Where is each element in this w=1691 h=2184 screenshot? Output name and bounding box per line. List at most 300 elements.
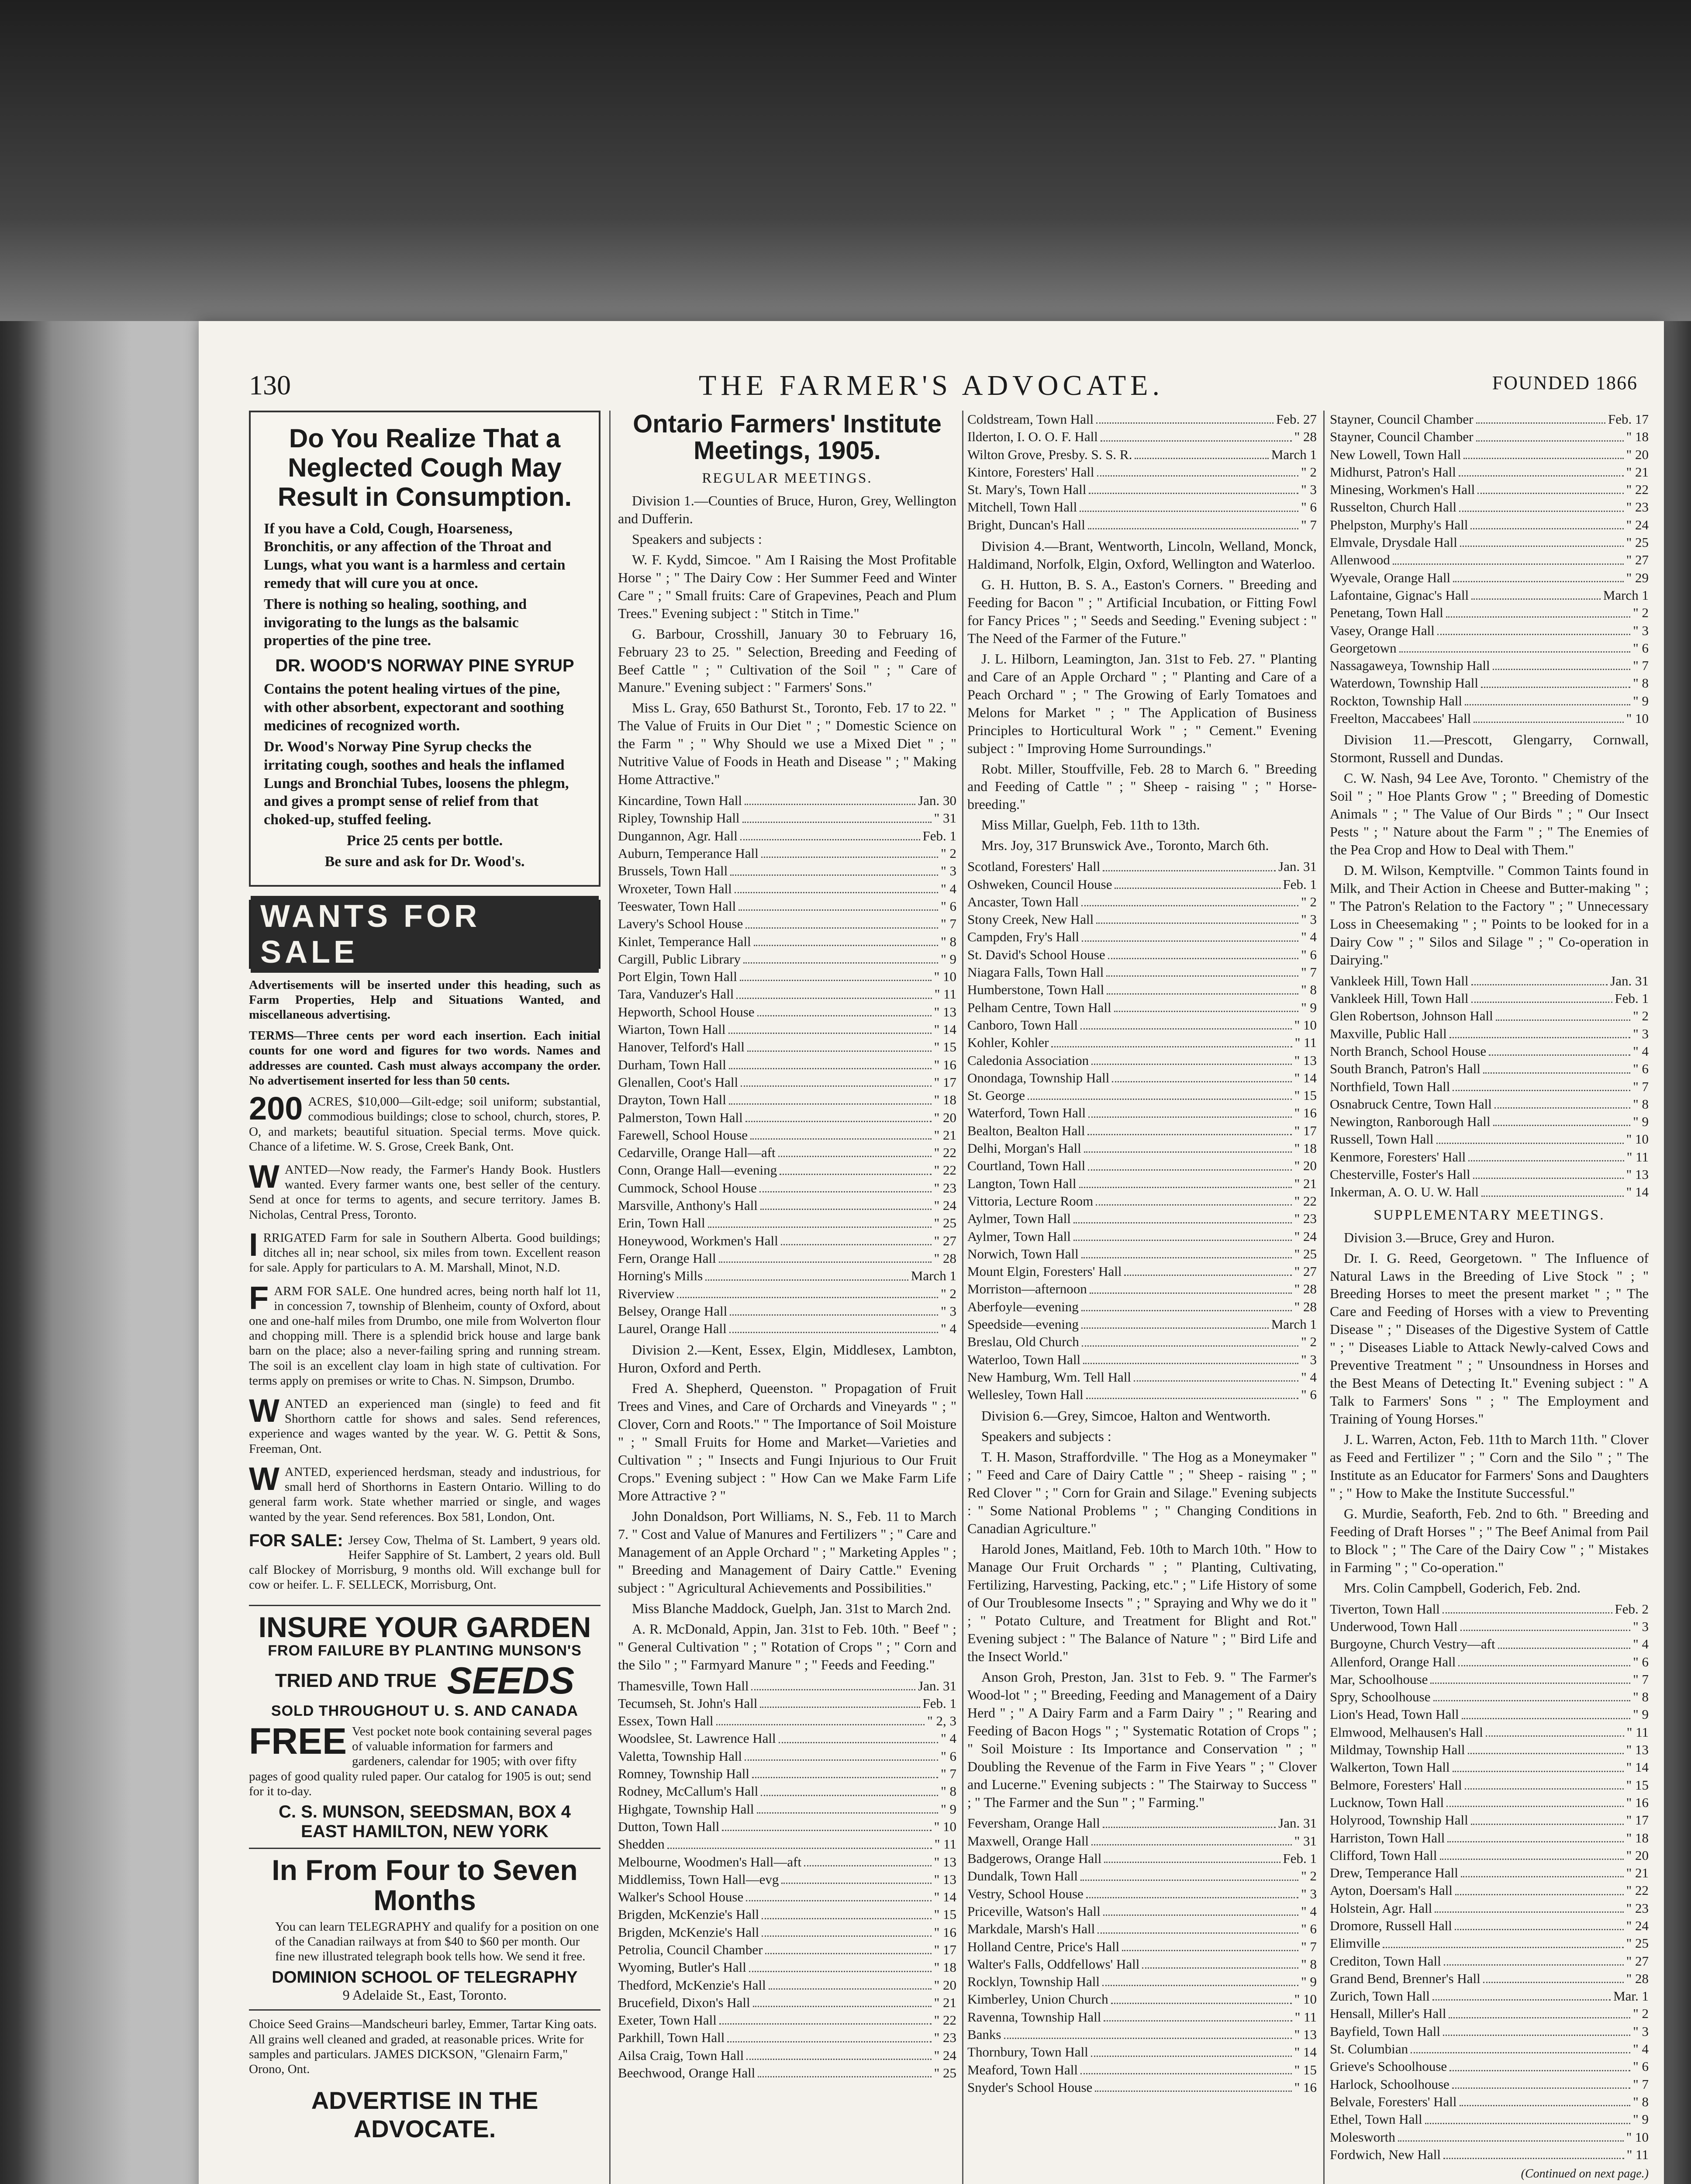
meeting-date: " 2	[1301, 1868, 1317, 1884]
leader-dots	[762, 1906, 931, 1919]
meeting-place: Elmvale, Drysdale Hall	[1330, 535, 1457, 550]
meeting-place: Conn, Orange Hall—evening	[618, 1162, 777, 1178]
leader-dots	[759, 1179, 932, 1192]
leader-dots	[746, 1888, 931, 1901]
meeting-date: " 24	[934, 2047, 956, 2063]
meeting-date: " 8	[941, 933, 956, 949]
meeting-place: Speedside—evening	[967, 1317, 1079, 1332]
meeting-date: " 15	[1294, 2062, 1317, 2077]
classified-initial: FOR SALE:	[249, 1531, 343, 1550]
meeting-place: Port Elgin, Town Hall	[618, 969, 737, 985]
meeting-date: " 10	[1626, 711, 1649, 726]
meeting-date: Feb. 2	[1615, 1601, 1649, 1617]
divider	[249, 1605, 600, 1606]
meeting-place: Allenwood	[1330, 552, 1390, 568]
meeting-date: " 25	[934, 2065, 956, 2081]
meeting-place: Marsville, Anthony's Hall	[618, 1198, 758, 1213]
meeting-date: " 10	[1626, 1131, 1649, 1147]
leader-dots	[1103, 1903, 1298, 1916]
meeting-date: " 28	[1294, 429, 1317, 445]
meeting-row	[967, 1210, 1317, 1227]
meeting-place: Ravenna, Township Hall	[967, 2009, 1101, 2025]
meeting-row	[618, 2064, 956, 2082]
meeting-place: Midhurst, Patron's Hall	[1330, 464, 1456, 480]
leader-dots	[745, 1109, 932, 1122]
division-11	[1330, 731, 1649, 968]
meeting-place: Erin, Town Hall	[618, 1215, 705, 1231]
meeting-place: Meaford, Town Hall	[967, 2062, 1078, 2077]
meeting-place: Pelham Centre, Town Hall	[967, 999, 1111, 1015]
meeting-date: " 15	[1626, 1777, 1649, 1793]
seed-ad-brand	[249, 1659, 600, 1703]
leader-dots	[1081, 1298, 1292, 1311]
leader-dots	[745, 915, 938, 928]
meeting-date: " 22	[934, 1145, 956, 1161]
meeting-row	[618, 950, 956, 968]
meeting-place: Nassagaweya, Township Hall	[1330, 658, 1490, 674]
meeting-row	[618, 915, 956, 933]
meeting-date: " 17	[934, 1942, 956, 1957]
meeting-place: Newington, Ranborough Hall	[1330, 1114, 1491, 1130]
classified-initial: W	[249, 1158, 280, 1195]
meeting-place: Vankleek Hill, Town Hall	[1330, 973, 1469, 988]
leader-dots	[745, 1748, 938, 1761]
meeting-row	[618, 1144, 956, 1161]
division-2	[618, 1341, 956, 1673]
meeting-date: " 3	[1301, 1886, 1317, 1901]
meeting-list	[618, 1677, 956, 2082]
meeting-row	[1330, 446, 1649, 463]
meeting-row	[967, 1956, 1317, 1973]
leader-dots	[1474, 710, 1623, 723]
meeting-date: " 7	[1301, 964, 1317, 980]
leader-dots	[1471, 972, 1608, 985]
leader-dots	[765, 1941, 931, 1954]
leader-dots	[1073, 1210, 1292, 1223]
meeting-row	[967, 1990, 1317, 2008]
meeting-date: " 11	[1626, 1149, 1649, 1165]
leader-dots	[1073, 1228, 1292, 1241]
leader-dots	[1399, 639, 1630, 653]
meeting-date: " 8	[1633, 675, 1649, 691]
leader-dots	[1453, 1759, 1624, 1772]
meeting-date: Feb. 1	[1283, 1851, 1317, 1866]
classified-items	[249, 1090, 600, 1599]
meeting-row	[1330, 1706, 1649, 1723]
leader-dots	[751, 1677, 915, 1690]
meeting-row	[967, 516, 1317, 534]
classified-intro: Advertisements will be inserted under this heading, such as Farm Properties, Help and Situations Wanted, and miscellaneous advertising.	[249, 978, 600, 1022]
meeting-row	[618, 1853, 956, 1871]
meeting-row	[618, 1765, 956, 1783]
meeting-place: Spry, Schoolhouse	[1330, 1689, 1431, 1705]
meeting-place: Delhi, Morgan's Hall	[967, 1140, 1081, 1156]
leader-dots	[1425, 2111, 1630, 2124]
speaker-paragraph: G. Murdie, Seaforth, Feb. 2nd to 6th. " Breeding and Feeding of Draft Horses " ; " The Beef Animal from Pail to Block " ; " The Care of the Dairy Cow " ; " Mistakes in Farming " ; " Co-operation."	[1330, 1505, 1649, 1575]
meeting-place: Drayton, Town Hall	[618, 1092, 726, 1108]
meeting-place: Burgoyne, Church Vestry—aft	[1330, 1636, 1495, 1652]
leader-dots	[749, 1959, 932, 1972]
meeting-date: " 9	[941, 1801, 956, 1817]
meeting-place: St. George	[967, 1088, 1025, 1103]
leader-dots	[1090, 1280, 1292, 1293]
leader-dots	[740, 968, 932, 981]
leader-dots	[1088, 1157, 1291, 1170]
leader-dots	[746, 2047, 931, 2060]
meeting-date: " 14	[934, 1022, 956, 1037]
classified-item	[249, 1279, 600, 1389]
meeting-place: Badgerows, Orange Hall	[967, 1851, 1102, 1866]
product-name: DR. WOOD'S NORWAY PINE SYRUP	[275, 656, 574, 676]
leader-dots	[1080, 1016, 1292, 1030]
meeting-list	[1330, 1600, 1649, 2164]
meeting-date: " 24	[1294, 1228, 1317, 1244]
meeting-date: " 2	[1301, 464, 1317, 480]
meeting-row	[967, 1351, 1317, 1368]
meeting-row	[618, 1038, 956, 1056]
meeting-place: Walter's Falls, Oddfellows' Hall	[967, 1956, 1140, 1972]
meeting-row	[1330, 710, 1649, 727]
speaker-paragraph: Robt. Miller, Stouffville, Feb. 28 to March 6. " Breeding and Feeding of Cattle " ; " Sheep - raising " ; " Horse-breeding."	[967, 760, 1317, 812]
leader-dots	[1081, 893, 1298, 906]
leader-dots	[757, 1800, 939, 1814]
meeting-place: Mitchell, Town Hall	[967, 499, 1077, 515]
meeting-row	[967, 876, 1317, 893]
meeting-place: Brigden, McKenzie's Hall	[618, 1924, 759, 1940]
meeting-place: Dutton, Town Hall	[618, 1818, 720, 1834]
leader-dots	[1458, 1653, 1630, 1666]
meeting-row	[618, 1888, 956, 1906]
meeting-row	[618, 1214, 956, 1232]
meeting-row	[967, 911, 1317, 928]
meeting-place: Norwich, Town Hall	[967, 1246, 1079, 1261]
leader-dots	[1443, 2023, 1630, 2036]
meeting-date: " 3	[941, 863, 956, 879]
telegraphy-ad	[249, 1855, 600, 2003]
meeting-place: Vestry, School House	[967, 1886, 1084, 1901]
meeting-place: Fordwich, New Hall	[1330, 2146, 1441, 2162]
meeting-row	[1330, 498, 1649, 516]
meeting-row	[967, 999, 1317, 1016]
leader-dots	[778, 1144, 932, 1157]
leader-dots	[1398, 2129, 1624, 2142]
meeting-place: Ayton, Doersam's Hall	[1330, 1883, 1453, 1898]
meeting-place: Vittoria, Lecture Room	[967, 1193, 1094, 1209]
leader-dots	[1468, 1741, 1624, 1754]
leader-dots	[719, 1250, 932, 1263]
telegraphy-school: DOMINION SCHOOL OF TELEGRAPHY	[272, 1968, 578, 1987]
leader-dots	[1086, 1885, 1298, 1898]
leader-dots	[1080, 498, 1298, 511]
meeting-row	[967, 981, 1317, 999]
meeting-row	[1330, 551, 1649, 569]
meeting-place: Belsey, Orange Hall	[618, 1303, 728, 1319]
meeting-place: Morriston—afternoon	[967, 1281, 1087, 1297]
meeting-row	[618, 845, 956, 862]
meeting-date: " 15	[934, 1907, 956, 1922]
meeting-date: " 13	[934, 1871, 956, 1887]
meeting-row	[1330, 1007, 1649, 1025]
meeting-date: " 28	[1294, 1281, 1317, 1297]
leader-dots	[1494, 1095, 1630, 1109]
meeting-place: Harlock, Schoolhouse	[1330, 2076, 1449, 2092]
meeting-row	[1330, 1078, 1649, 1095]
meeting-row	[618, 792, 956, 809]
meeting-place: Beechwood, Orange Hall	[618, 2065, 756, 2081]
meeting-row	[1330, 516, 1649, 534]
page-header	[199, 369, 1664, 411]
meeting-row	[967, 964, 1317, 981]
meeting-row	[1330, 1166, 1649, 1183]
speaker-paragraph: Miss Blanche Maddock, Guelph, Jan. 31st to March 2nd.	[632, 1600, 951, 1616]
meeting-row	[618, 809, 956, 827]
meeting-date: " 6	[1301, 499, 1317, 515]
leader-dots	[1453, 569, 1623, 582]
meeting-place: Courtland, Town Hall	[967, 1158, 1086, 1174]
meeting-place: Coldstream, Town Hall	[967, 411, 1094, 427]
meeting-place: Onondaga, Township Hall	[967, 1070, 1110, 1085]
meeting-place: Bright, Duncan's Hall	[967, 517, 1085, 532]
meeting-row	[1330, 2023, 1649, 2040]
meeting-place: Niagara Falls, Town Hall	[967, 964, 1104, 980]
meeting-place: Russell, Town Hall	[1330, 1131, 1434, 1147]
meeting-date: " 13	[1626, 1167, 1649, 1182]
meeting-row	[967, 1920, 1317, 1938]
meeting-date: " 31	[934, 810, 956, 826]
meeting-date: " 9	[941, 951, 956, 967]
meeting-row	[967, 1814, 1317, 1832]
meeting-row	[1330, 2093, 1649, 2111]
meeting-place: Holland Centre, Price's Hall	[967, 1939, 1120, 1954]
leader-dots	[1383, 1935, 1623, 1948]
meeting-row	[1330, 1635, 1649, 1653]
meeting-date: " 29	[1626, 570, 1649, 585]
meeting-date: " 3	[1633, 1026, 1649, 1041]
meeting-date: " 23	[1626, 499, 1649, 515]
leader-dots	[1481, 674, 1630, 688]
meeting-list	[618, 792, 956, 1337]
meeting-list	[967, 411, 1317, 534]
leader-dots	[729, 1056, 932, 1069]
leader-dots	[769, 1977, 932, 1990]
leader-dots	[1112, 1069, 1291, 1082]
meeting-row	[967, 2061, 1317, 2079]
division-1	[618, 492, 956, 788]
meeting-date: " 9	[1633, 1114, 1649, 1130]
leader-dots	[1455, 1917, 1624, 1930]
meeting-date: " 4	[1633, 1636, 1649, 1652]
meeting-date: " 9	[1301, 999, 1317, 1015]
meeting-place: Cedarville, Orange Hall—aft	[618, 1145, 776, 1161]
meeting-row	[967, 1175, 1317, 1192]
speaker-paragraph: W. F. Kydd, Simcoe. " Am I Raising the Most Profitable Horse " ; " The Dairy Cow : Her Summer Feed and Winter Care " ; " Small fruits: Care of Grapevines, Peach and Plum Trees." Evening subject : " Stitch in Time."	[618, 551, 956, 621]
meeting-place: Melbourne, Woodmen's Hall—aft	[618, 1854, 802, 1870]
leader-dots	[1086, 1386, 1298, 1399]
leader-dots	[1437, 622, 1630, 635]
meeting-date: " 20	[1294, 1158, 1317, 1174]
meeting-date: " 2	[1633, 2006, 1649, 2022]
leader-dots	[758, 2064, 931, 2077]
leader-dots	[1097, 463, 1299, 477]
leader-dots	[753, 1994, 932, 2007]
meeting-row	[967, 946, 1317, 964]
meeting-row	[618, 2029, 956, 2046]
seed-ad-firm: C. S. MUNSON, SEEDSMAN, BOX 4	[279, 1802, 571, 1822]
meeting-place: Holyrood, Township Hall	[1330, 1812, 1468, 1828]
meeting-date: " 6	[1633, 1654, 1649, 1669]
meeting-row	[1330, 2146, 1649, 2163]
meeting-row	[1330, 1724, 1649, 1741]
meeting-date: " 22	[1626, 482, 1649, 498]
leader-dots	[1088, 516, 1298, 529]
leader-dots	[1106, 964, 1298, 977]
seed-ad-place: EAST HAMILTON, NEW YORK	[301, 1822, 549, 1842]
meeting-row	[1330, 990, 1649, 1007]
meeting-date: " 21	[934, 1127, 956, 1143]
leader-dots	[760, 1197, 932, 1210]
division-intro: Division 2.—Kent, Essex, Elgin, Middlesex, Lambton, Huron, Oxford and Perth.	[618, 1342, 956, 1376]
leader-dots	[1460, 1618, 1631, 1631]
meeting-row	[1330, 1776, 1649, 1794]
meeting-date: Feb. 1	[1283, 876, 1317, 892]
meeting-date: " 20	[1626, 1847, 1649, 1863]
meeting-date: " 2	[1301, 1334, 1317, 1350]
leader-dots	[1111, 1990, 1292, 2004]
leader-dots	[1096, 1192, 1291, 1206]
meeting-row	[1330, 1688, 1649, 1706]
meeting-date: " 14	[1294, 2044, 1317, 2060]
meeting-place: Scotland, Foresters' Hall	[967, 859, 1101, 874]
meeting-row	[618, 1906, 956, 1923]
leader-dots	[1108, 946, 1299, 959]
meeting-date: " 7	[1633, 1671, 1649, 1687]
meeting-place: Thornbury, Town Hall	[967, 2044, 1088, 2060]
meeting-place: Mar, Schoolhouse	[1330, 1671, 1428, 1687]
meeting-date: " 9	[1633, 2111, 1649, 2127]
meeting-row	[967, 858, 1317, 875]
meeting-row	[618, 1695, 956, 1712]
meeting-date: " 2, 3	[927, 1713, 956, 1729]
leader-dots	[729, 1320, 938, 1333]
meeting-list	[1330, 411, 1649, 727]
meeting-row	[1330, 1600, 1649, 1618]
meeting-row	[967, 1316, 1317, 1333]
meeting-date: " 27	[1626, 552, 1649, 568]
meeting-row	[967, 428, 1317, 446]
meeting-date: " 8	[1633, 1689, 1649, 1705]
meeting-date: " 23	[1294, 1211, 1317, 1227]
meeting-row	[618, 1161, 956, 1179]
leader-dots	[1449, 1025, 1630, 1038]
leader-dots	[729, 1091, 932, 1104]
meeting-row	[618, 1835, 956, 1853]
meeting-date: " 24	[1626, 517, 1649, 532]
leader-dots	[1471, 990, 1612, 1003]
speaker-paragraph: Dr. I. G. Reed, Georgetown. " The Influence of Natural Laws in the Breeding of Live Stock " ; " Breeding Horses to meet the present market " ; " The Care and Feeding of Horses with a view to Preventing Disease " ; " Diseases of the Digestive System of Cattle " ; " Diseases Liable to Attack Newly-calved Cows and Preventive Treatment " ; " Unsoundness in Horses and the Best Means of Detecting It." Evening subject : " A Talk to Farmers' Sons " ; " The Employment and Training of Young Horses."	[1330, 1250, 1649, 1427]
meeting-row	[1330, 1060, 1649, 1078]
meeting-place: Essex, Town Hall	[618, 1713, 714, 1729]
leader-dots	[1471, 1811, 1624, 1825]
meeting-place: Stayner, Council Chamber	[1330, 411, 1474, 427]
meeting-date: " 15	[934, 1039, 956, 1055]
article-title: Ontario Farmers' Institute Meetings, 1905.	[633, 411, 942, 465]
leader-dots	[1449, 2058, 1630, 2071]
meeting-place: Lion's Head, Town Hall	[1330, 1707, 1459, 1722]
leader-dots	[781, 1232, 932, 1245]
division-4	[967, 537, 1317, 854]
meeting-row	[1330, 1130, 1649, 1148]
telegraphy-address: 9 Adelaide St., East, Toronto.	[342, 1987, 507, 2003]
meeting-row	[1330, 604, 1649, 622]
speaker-paragraph: Miss Millar, Guelph, Feb. 11th to 13th.	[981, 817, 1200, 833]
meeting-row	[967, 893, 1317, 911]
meeting-date: Feb. 17	[1608, 411, 1649, 427]
ad-paragraph: Dr. Wood's Norway Pine Syrup checks the irritating cough, soothes and heals the inflamed Lungs and Bronchial Tubes, loosens the phlegm, and gives a prompt sense of relief from that choked-up, stuffed feeling.	[264, 738, 569, 828]
meeting-row	[618, 1285, 956, 1303]
meeting-date: " 6	[941, 1748, 956, 1764]
leader-dots	[1135, 446, 1268, 459]
classified-item	[249, 1090, 600, 1154]
meeting-date: " 23	[934, 2030, 956, 2046]
meeting-row	[618, 1021, 956, 1038]
meeting-place: Stony Creek, New Hall	[967, 912, 1094, 927]
meeting-row	[618, 1677, 956, 1695]
classified-banner	[249, 900, 600, 969]
meeting-place: Dundalk, Town Hall	[967, 1868, 1078, 1884]
leader-dots	[1122, 1938, 1298, 1951]
meeting-row	[967, 463, 1317, 481]
meeting-date: " 14	[1626, 1184, 1649, 1200]
meeting-row	[618, 1871, 956, 1888]
institute-column-2	[967, 411, 1317, 2184]
institute-column-1	[618, 411, 956, 2184]
meeting-row	[1330, 1043, 1649, 1060]
meeting-row	[967, 2043, 1317, 2061]
meeting-place: Ancaster, Town Hall	[967, 894, 1079, 909]
meeting-row	[967, 1885, 1317, 1903]
meeting-row	[618, 968, 956, 985]
meeting-row	[1330, 569, 1649, 587]
leader-dots	[750, 1127, 932, 1140]
ad-paragraph: Contains the potent healing virtues of the pine, with other absorbent, expectorant and soothing medicines of recognized worth.	[264, 681, 564, 734]
meeting-place: Clifford, Town Hall	[1330, 1847, 1437, 1863]
meeting-row	[618, 2047, 956, 2064]
leader-dots	[1083, 1351, 1298, 1364]
meeting-date: " 27	[934, 1233, 956, 1248]
meeting-date: " 3	[1301, 1351, 1317, 1367]
meeting-place: Breslau, Old Church	[967, 1334, 1079, 1350]
meeting-date: " 2	[941, 846, 956, 861]
meeting-place: North Branch, School House	[1330, 1043, 1487, 1059]
leader-dots	[1459, 463, 1624, 477]
meeting-row	[967, 1386, 1317, 1403]
leader-dots	[1447, 1829, 1623, 1842]
meeting-place: Markdale, Marsh's Hall	[967, 1921, 1095, 1937]
meeting-row	[967, 411, 1317, 428]
leader-dots	[752, 1765, 938, 1778]
meeting-row	[1330, 2040, 1649, 2058]
leader-dots	[1476, 428, 1624, 441]
leader-dots	[1444, 1952, 1624, 1966]
meeting-place: Belvale, Foresters' Hall	[1330, 2094, 1457, 2109]
meeting-date: " 10	[1294, 1991, 1317, 2007]
free-word: FREE	[249, 1720, 347, 1762]
column-rule	[962, 411, 963, 2184]
meeting-date: " 8	[941, 1783, 956, 1799]
meeting-row	[1330, 1829, 1649, 1847]
seed-ad-text: Vest pocket note book containing several pages of valuable information for farmers and gardeners, calendar for 1905; with over fifty pages of good quality ruled paper. Our catalog for 1905 is out; send for it to-day.	[249, 1724, 592, 1798]
meeting-date: " 6	[1633, 1061, 1649, 1077]
